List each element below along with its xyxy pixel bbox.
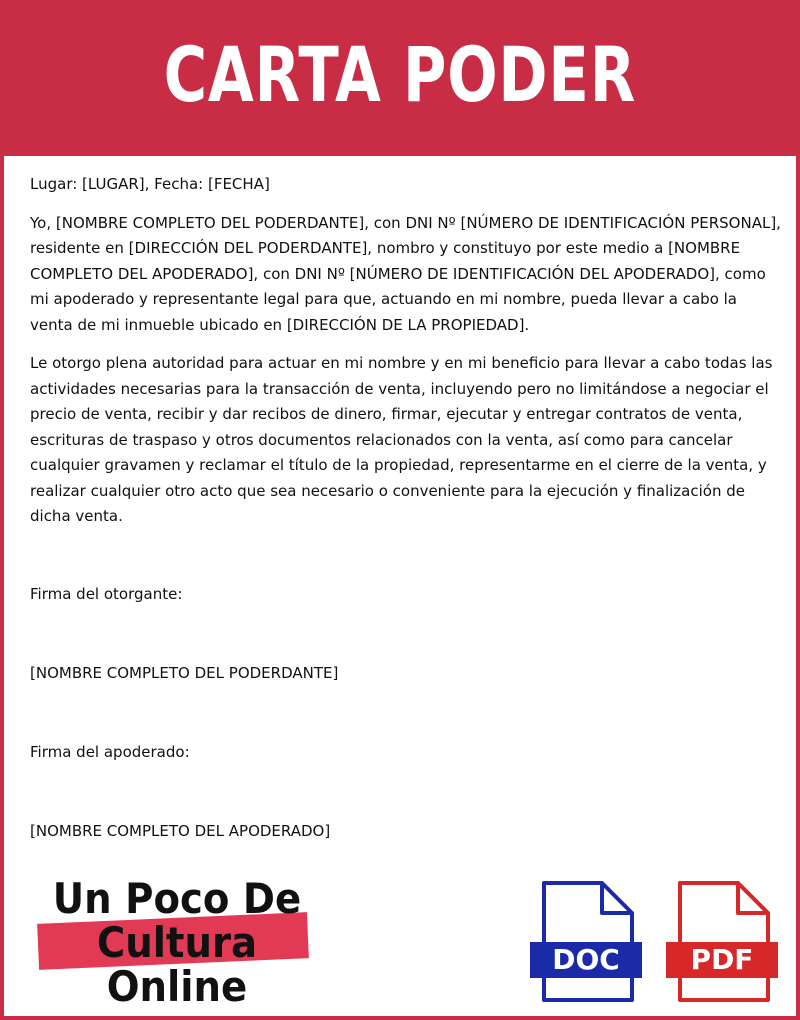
- logo-line-1: Un Poco De: [52, 874, 302, 923]
- logo-line-3: Online: [106, 962, 248, 1011]
- doc-label: DOC: [530, 942, 642, 978]
- site-logo: [32, 870, 322, 1010]
- letter-body: [30, 172, 782, 543]
- download-doc-button[interactable]: [530, 880, 648, 1004]
- pdf-label: PDF: [666, 942, 778, 978]
- paragraph-authority: Le otorgo plena autoridad para actuar en mi nombre y en mi beneficio para llevar a cabo todas las actividades necesarias para la transacción de venta, incluyendo pero no limitándose a negociar el precio de venta, recibir y dar recibos de dinero, firmar, ejecutar y entregar contratos de venta, escrituras de traspaso y otros documentos relacionados con la venta, así como para cancelar cualquier gravamen y reclamar el título de la propiedad, representarme en el cierre de la venta, y realizar cualquier otro acto que sea necesario o conveniente para la ejecución y finalización de dicha venta.: [30, 354, 773, 525]
- attorney-name: [NOMBRE COMPLETO DEL APODERADO]: [30, 822, 331, 840]
- attorney-signature-label: Firma del apoderado:: [30, 743, 190, 761]
- grantor-name: [NOMBRE COMPLETO DEL PODERDANTE]: [30, 664, 339, 682]
- page-title: CARTA PODER: [163, 30, 637, 119]
- logo-line-2: Cultura: [96, 918, 258, 967]
- grantor-signature-label: Firma del otorgante:: [30, 585, 183, 603]
- header-banner: [0, 0, 800, 156]
- place-date-line: Lugar: [LUGAR], Fecha: [FECHA]: [30, 175, 270, 193]
- paragraph-appointment: Yo, [NOMBRE COMPLETO DEL PODERDANTE], con DNI Nº [NÚMERO DE IDENTIFICACIÓN PERSONAL], residente en [DIRECCIÓN DEL PODERDANTE], nombro y constituyo por este medio a [NOMBRE COMPLETO DEL APODERADO], con DNI Nº [NÚMERO DE IDENTIFICACIÓN DEL APODERADO], como mi apoderado y representante legal para que, actuando en mi nombre, pueda llevar a cabo la venta de mi inmueble ubicado en [DIRECCIÓN DE LA PROPIEDAD].: [30, 213, 781, 334]
- download-pdf-button[interactable]: [666, 880, 784, 1004]
